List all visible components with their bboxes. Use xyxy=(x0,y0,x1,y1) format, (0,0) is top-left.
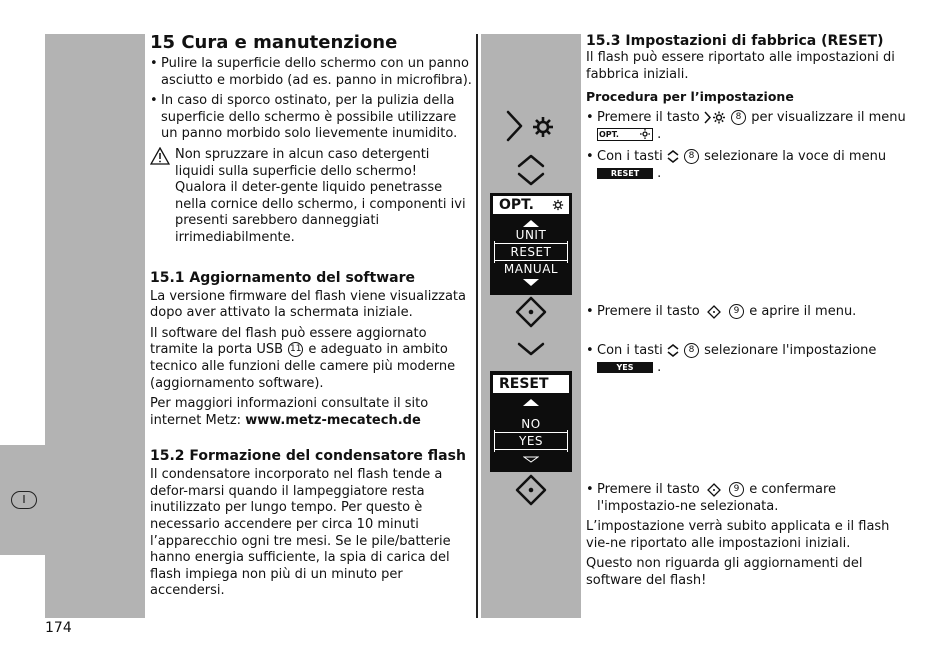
language-badge: I xyxy=(11,491,37,509)
yes-display-badge: YES xyxy=(597,362,653,373)
diamond-key-icon xyxy=(707,305,721,319)
ref-number-badge: 8 xyxy=(731,110,746,125)
step-4: • Con i tasti 8 selezionare l'impostazione YES . xyxy=(586,343,910,376)
section-title-capacitor: 15.2 Formazione del condensatore flash xyxy=(150,448,466,465)
warning-block xyxy=(150,147,472,247)
lcd-item-reset: RESET xyxy=(494,243,568,261)
gear-icon xyxy=(640,129,650,139)
scroll-up-arrow-icon xyxy=(523,220,539,227)
lcd-reset-menu xyxy=(490,371,572,472)
left-margin-band xyxy=(45,34,145,618)
column-divider xyxy=(476,34,478,618)
ref-number-badge: 8 xyxy=(684,343,699,358)
reset-display-badge: RESET xyxy=(597,168,653,179)
ref-number-badge: 8 xyxy=(684,149,699,164)
capacitor-p1: Il condensatore incorporato nel flash tende a defor-marsi quando il lampeggiatore resta inutilizzato per lungo tempo. Per questo è necessario accendere per circa 10 minuti l’apparecchio ogni tre mesi. Se le pile/batterie hanno energia sufficiente, la spia di carica del flash impiega non più di un minuto per accendersi. xyxy=(150,467,451,599)
ref-number-badge: 9 xyxy=(729,482,744,497)
website-link[interactable]: www.metz-mecatech.de xyxy=(245,412,421,428)
step-1: • Premere il tasto 8 per visualizzare il menu OPT. . xyxy=(586,110,910,143)
reset-note-text: Questo non riguarda gli aggiornamenti del software del flash! xyxy=(586,556,863,588)
bullet-clean-damp: • In caso di sporco ostinato, per la pulizia della superficie dello schermo è possibile utilizzare un panno morbido solo lievemente inumidito. xyxy=(150,93,472,143)
procedure-title: Procedura per l’impostazione xyxy=(586,89,794,105)
menu-gear-key-icon xyxy=(704,111,726,124)
software-p1: La versione firmware del flash viene visualizzata dopo aver attivato la schermata iniziale. xyxy=(150,288,466,321)
section-title-reset: 15.3 Impostazioni di fabbrica (RESET) xyxy=(586,33,884,49)
scroll-up-arrow-icon xyxy=(523,399,539,406)
lcd-item-no: NO xyxy=(521,417,541,431)
warning-triangle-icon xyxy=(150,147,170,165)
up-down-arrows-icon xyxy=(516,153,546,187)
gear-icon xyxy=(552,199,564,211)
port-number-badge: 11 xyxy=(288,342,303,357)
software-p2: Il software del flash può essere aggiornato tramite la porta USB 11 e adeguato in ambito tecnico alle funzioni delle camere più moderne (aggiornamento software). xyxy=(150,325,456,391)
ref-number-badge: 9 xyxy=(729,304,744,319)
lcd-header-opt: OPT. xyxy=(493,196,569,214)
section-title-care: 15 Cura e manutenzione xyxy=(150,32,398,53)
lcd-item-yes: YES xyxy=(494,432,568,450)
software-p3: Per maggiori informazioni consultate il sito internet Metz: www.metz-mecatech.de xyxy=(150,396,429,428)
lcd-header-reset: RESET xyxy=(493,375,569,393)
lcd-item-manual: MANUAL xyxy=(503,262,559,276)
step-5: • Premere il tasto 9 e confermare l'impostazio-ne selezionata. L’impostazione verrà subito applicata e il flash vie-ne riportato alle impostazioni iniziali. Questo non riguarda gli aggiornamenti del software del flash! xyxy=(586,482,910,590)
warning-text: Non spruzzare in alcun caso detergenti liquidi sulla superficie dello schermo! Qualora il deter-gente liquido penetrasse nella cornice dello schermo, i componenti ivi presenti sarebbero danneggiati irrimediabilmente. xyxy=(175,146,466,245)
left-column xyxy=(150,32,472,600)
scroll-down-arrow-outline-icon xyxy=(523,456,539,463)
opt-display-badge: OPT. xyxy=(597,128,653,141)
step-2: • Con i tasti 8 selezionare la voce di menu RESET . xyxy=(586,149,910,182)
up-down-key-icon xyxy=(667,150,679,163)
down-arrow-icon xyxy=(516,340,546,358)
diamond-ok-button-icon xyxy=(515,296,547,328)
bullet-clean-dry: • Pulire la superficie dello schermo con un panno asciutto e morbido (ad es. panno in microfibra). xyxy=(150,56,472,89)
section-title-software: 15.1 Aggiornamento del software xyxy=(150,269,415,286)
right-column xyxy=(586,32,910,105)
scroll-down-arrow-icon xyxy=(523,279,539,286)
lcd-item-unit: UNIT xyxy=(515,228,547,242)
menu-gear-button-icon xyxy=(505,108,557,144)
lcd-options-menu xyxy=(490,193,572,295)
step-3: • Premere il tasto 9 e aprire il menu. xyxy=(586,304,910,321)
reset-intro: Il flash può essere riportato alle impostazioni di fabbrica iniziali. xyxy=(586,50,895,82)
diamond-key-icon xyxy=(707,483,721,497)
page-number: 174 xyxy=(45,620,72,636)
up-down-key-icon xyxy=(667,344,679,357)
reset-applied-text: L’impostazione verrà subito applicata e il flash vie-ne riportato alle impostazioni iniziali. xyxy=(586,519,890,551)
diamond-ok-button-icon xyxy=(515,474,547,506)
